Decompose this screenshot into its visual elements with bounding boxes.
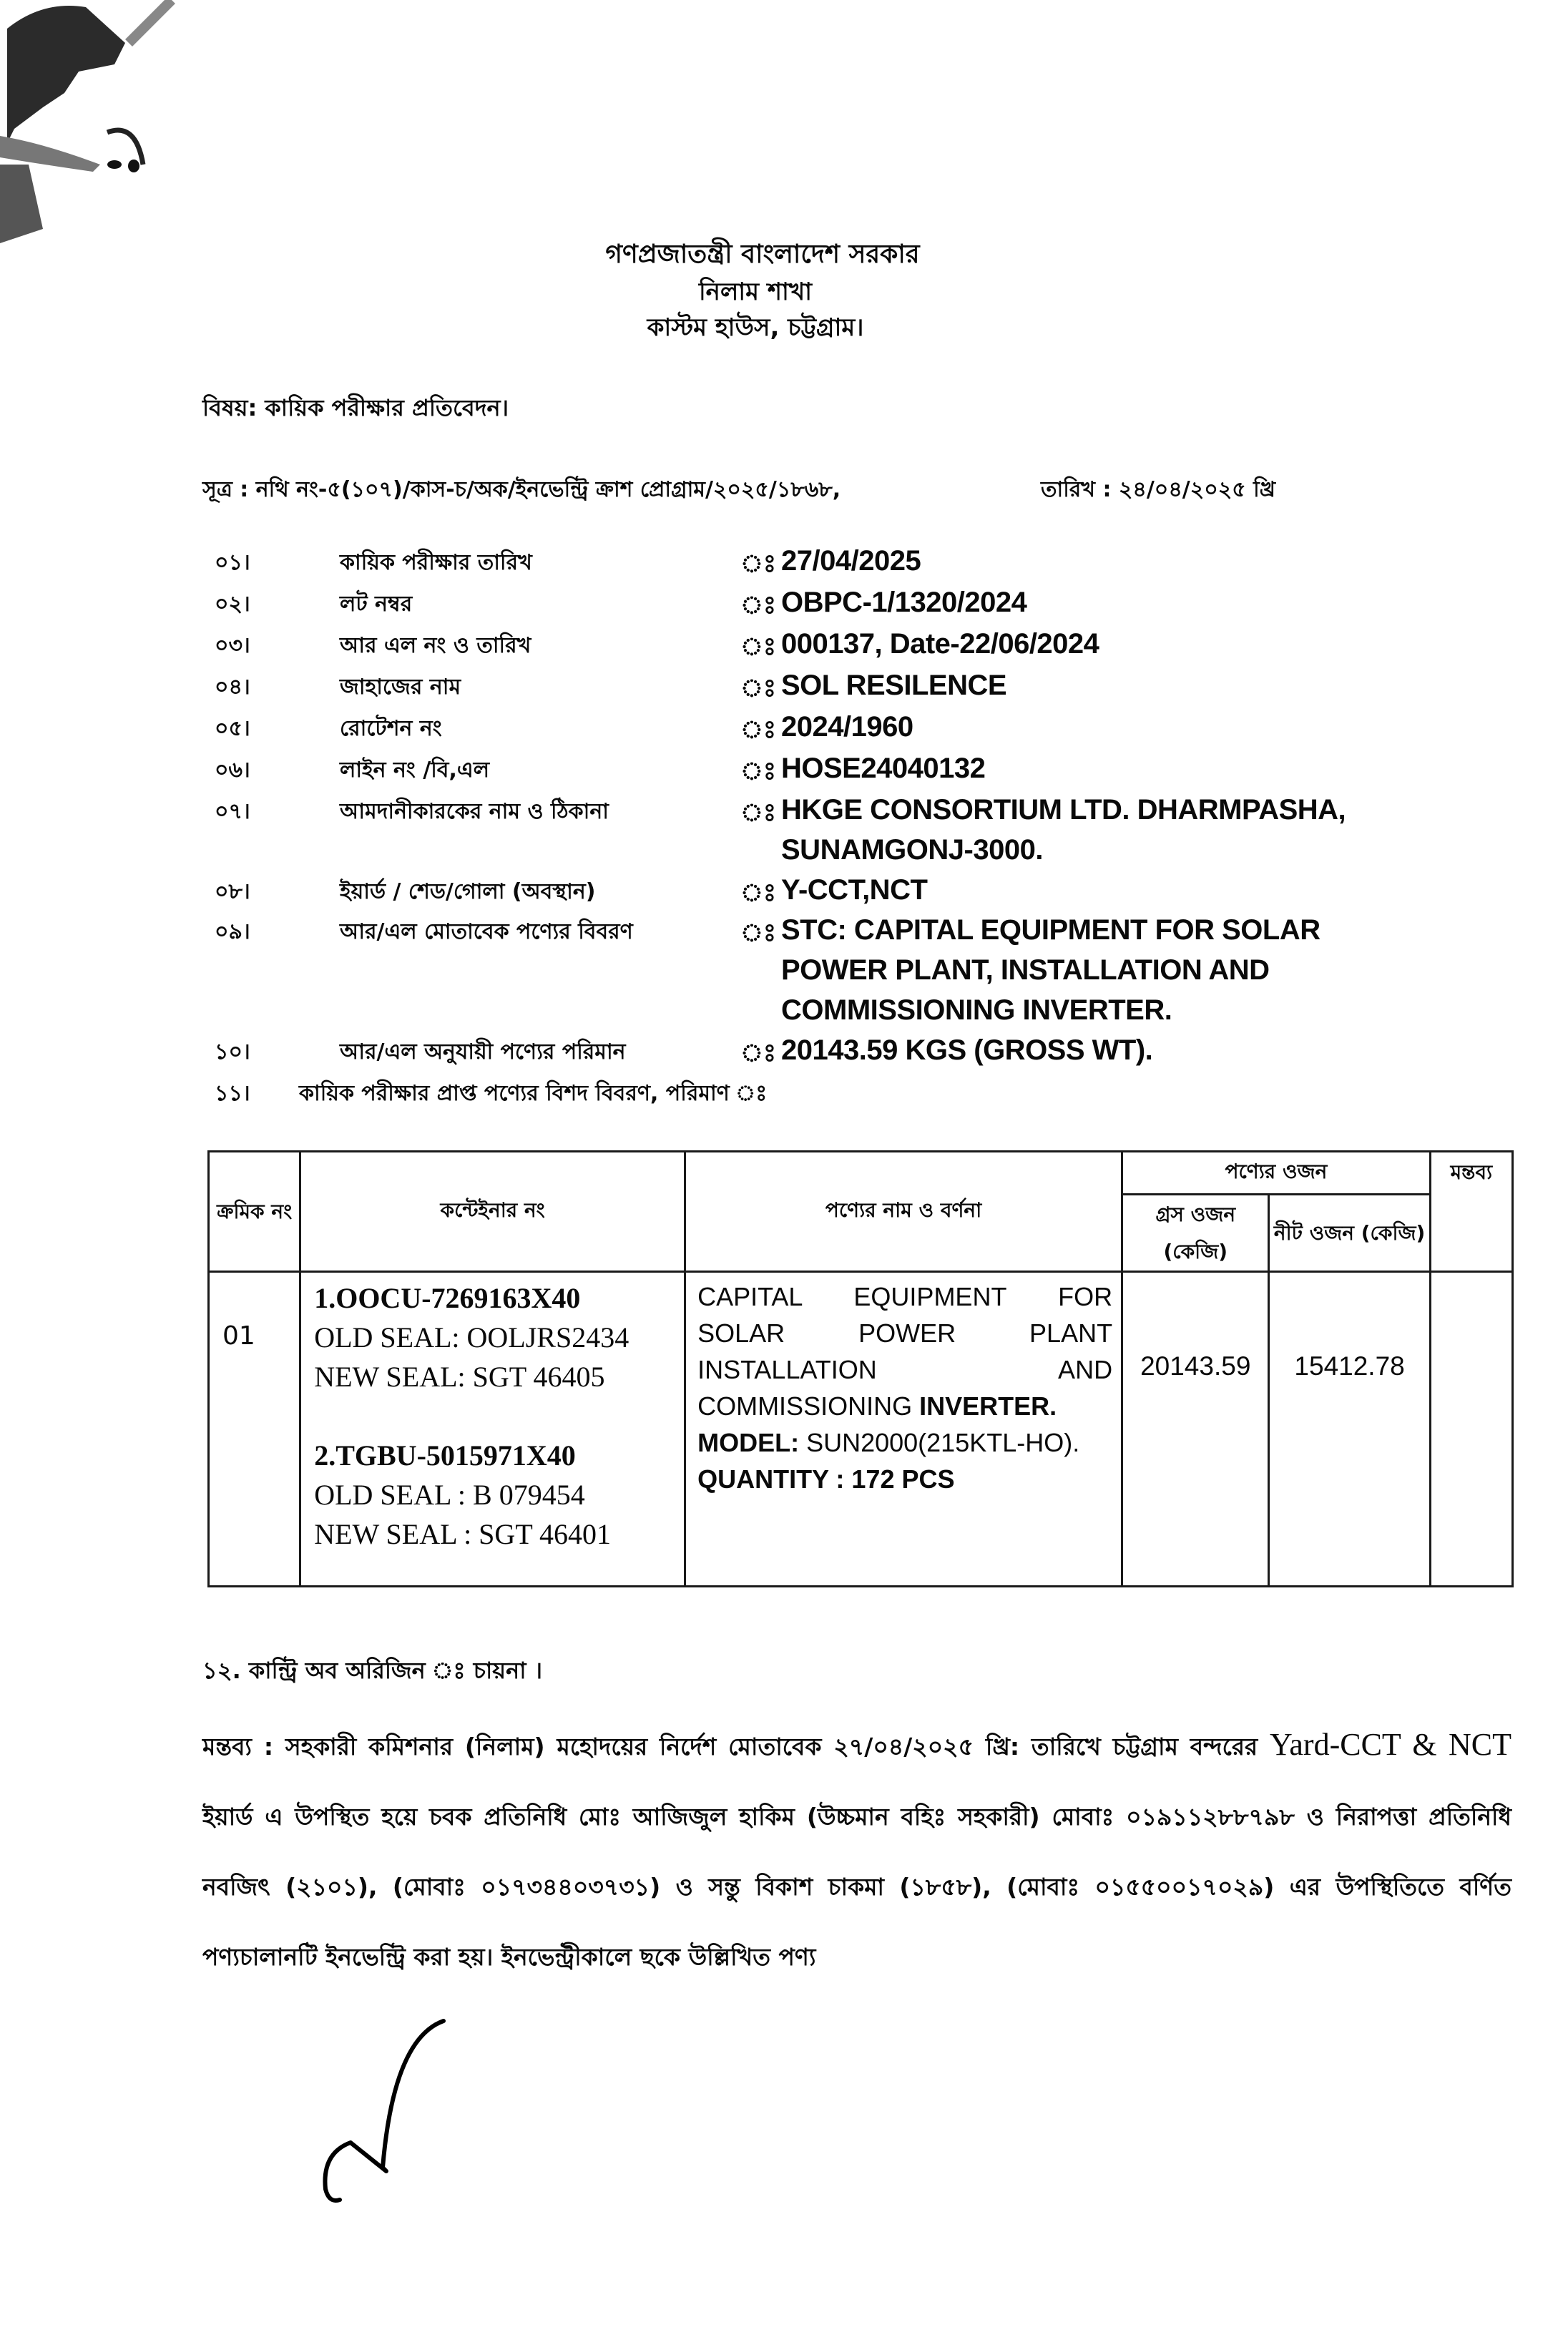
info-value [781, 1030, 1152, 1070]
remarks-yard: Yard-CCT & NCT [1270, 1727, 1511, 1762]
info-colon: ঃ [740, 1039, 776, 1067]
info-item [0, 711, 1568, 753]
info-item [0, 670, 1568, 711]
info-label: আমদানীকারকের নাম ও ঠিকানা [340, 799, 609, 824]
value-line: POWER PLANT, INSTALLATION AND [781, 954, 1270, 986]
info-value [781, 541, 921, 581]
info-number: ০৫। [215, 716, 250, 741]
info-value [781, 790, 1346, 870]
table-header-row [209, 1152, 1513, 1195]
value-line: 27/04/2025 [781, 545, 921, 577]
old-seal: OLD SEAL: OOLJRS2434 [314, 1321, 629, 1353]
info-value [781, 748, 985, 788]
value-line: HKGE CONSORTIUM LTD. DHARMPASHA, [781, 794, 1346, 826]
old-seal: OLD SEAL : B 079454 [314, 1479, 585, 1511]
remarks-text-cont: ইয়ার্ড এ উপস্থিত হয়ে চবক প্রতিনিধি মোঃ আজিজুল হাকিম (উচ্চমান বহিঃ সহকারী) মোবাঃ ০১৯১১২৮৮৭৯৮ ও নিরাপত্তা প্রতিনিধি নবজিৎ (২১০১), (মোবাঃ ০১৭৩৪৪০৩৭৩১) ও সন্তু বিকাশ চাকমা (১৮৫৮), (মোবাঃ ০১৫৫০০১৭০২৯) এর উপস্থিতিতে বর্ণিত পণ্যচালানটি ইনভেন্ট্রি করা হয়। ইনভেন্ট্রীকালে ছকে উল্লিখিত পণ্য [202, 1803, 1511, 1971]
header-goods: পণ্যের নাম ও বর্ণনা [685, 1152, 1122, 1272]
info-label: ইয়ার্ড / শেড/গোলা (অবস্থান) [340, 879, 596, 904]
info-value [781, 707, 913, 747]
value-line: SOL RESILENCE [781, 670, 1007, 701]
value-line: COMMISSIONING INVERTER. [781, 994, 1172, 1026]
info-item [0, 545, 1568, 587]
info-item [0, 914, 1568, 1026]
header-net-weight: নীট ওজন (কেজি) [1269, 1195, 1430, 1272]
header-container: কন্টেইনার নং [300, 1152, 685, 1272]
signature [308, 2010, 465, 2211]
department-name: নিলাম শাখা [698, 278, 813, 306]
info-colon: ঃ [740, 632, 776, 661]
info-label: কায়িক পরীক্ষার তারিখ [340, 550, 532, 575]
info-value [781, 582, 1026, 622]
info-item [0, 587, 1568, 628]
info-item [0, 1034, 1568, 1076]
value-line: OBPC-1/1320/2024 [781, 587, 1027, 618]
memo-date: তারিখ : ২৪/০৪/২০২৫ খ্রি [1041, 477, 1276, 502]
info-item [0, 628, 1568, 670]
goods-description: CAPITAL EQUIPMENT FOR SOLAR POWER PLANT INSTALLATION AND COMMISSIONING [697, 1282, 1113, 1421]
info-value [781, 624, 1099, 664]
info-number: ১০। [215, 1039, 250, 1064]
info-colon: ঃ [740, 798, 776, 827]
info-colon: ঃ [740, 919, 776, 947]
table-row [209, 1272, 1513, 1587]
value-line: 2024/1960 [781, 711, 913, 743]
info-item [0, 1076, 1568, 1117]
info-label: জাহাজের নাম [340, 675, 461, 700]
cell-goods-description [685, 1272, 1122, 1587]
model-value: SUN2000(215KTL-HO). [806, 1428, 1080, 1457]
remarks-text: মন্তব্য : সহকারী কমিশনার (নিলাম) মহোদয়ের নির্দেশ মোতাবেক ২৭/০৪/২০২৫ খ্রি: তারিখে চট্টগ্রাম বন্দরের [202, 1733, 1270, 1761]
info-label: রোটেশন নং [340, 716, 442, 741]
header-weight-group: পণ্যের ওজন [1122, 1152, 1431, 1195]
container-id: 1.OOCU-7269163X40 [314, 1282, 581, 1314]
info-number: ০৪। [215, 675, 250, 700]
value-line: HOSE24040132 [781, 753, 986, 784]
value-line: STC: CAPITAL EQUIPMENT FOR SOLAR [781, 914, 1320, 946]
info-number: ১১। [215, 1081, 250, 1106]
info-number: ০৩। [215, 633, 250, 658]
new-seal: NEW SEAL : SGT 46401 [314, 1518, 612, 1550]
header-gross-weight: গ্রস ওজন (কেজি) [1122, 1195, 1269, 1272]
country-of-origin: ১২. কান্ট্রি অব অরিজিন ঃ চায়না । [202, 1657, 543, 1684]
info-item [0, 794, 1568, 866]
info-value [781, 870, 927, 910]
info-item [0, 753, 1568, 794]
container-id: 2.TGBU-5015971X40 [314, 1439, 576, 1472]
info-label: কায়িক পরীক্ষার প্রাপ্ত পণ্যের বিশদ বিবরণ, পরিমাণ ঃ [299, 1081, 768, 1106]
info-colon: ঃ [740, 715, 776, 744]
model-label: MODEL: [697, 1428, 800, 1457]
cell-serial: 01 [209, 1272, 300, 1587]
info-colon: ঃ [740, 757, 776, 785]
cell-net-weight: 15412.78 [1269, 1272, 1430, 1587]
header-remarks: মন্তব্য [1430, 1152, 1512, 1272]
cell-containers [300, 1272, 685, 1587]
value-line: Y-CCT,NCT [781, 874, 928, 906]
info-number: ০৭। [215, 799, 250, 824]
info-number: ০৮। [215, 879, 250, 904]
info-number: ০১। [215, 550, 250, 575]
scan-artifact [0, 0, 186, 243]
value-line: 000137, Date-22/06/2024 [781, 628, 1099, 660]
info-number: ০২। [215, 592, 250, 617]
info-colon: ঃ [740, 674, 776, 703]
new-seal: NEW SEAL: SGT 46405 [314, 1361, 605, 1393]
info-value [781, 665, 1006, 705]
info-label: লট নম্বর [340, 592, 413, 617]
quantity: QUANTITY : 172 PCS [697, 1464, 955, 1494]
office-address: কাস্টম হাউস, চট্টগ্রাম। [647, 313, 864, 342]
info-colon: ঃ [740, 878, 776, 907]
value-line: SUNAMGONJ-3000. [781, 834, 1043, 866]
goods-table [207, 1150, 1514, 1587]
info-label: আর/এল অনুযায়ী পণ্যের পরিমান [340, 1039, 626, 1064]
info-colon: ঃ [740, 549, 776, 578]
value-line: 20143.59 KGS (GROSS WT). [781, 1034, 1153, 1066]
subject-line: বিষয়: কায়িক পরীক্ষার প্রতিবেদন। [202, 394, 509, 421]
cell-gross-weight: 20143.59 [1122, 1272, 1269, 1587]
info-label: আর/এল মোতাবেক পণ্যের বিবরণ [340, 919, 633, 944]
info-number: ০৬। [215, 758, 250, 783]
info-number: ০৯। [215, 919, 250, 944]
remarks-paragraph [202, 1710, 1511, 1992]
cell-remarks [1430, 1272, 1512, 1587]
info-label: লাইন নং /বি,এল [340, 758, 490, 783]
info-colon: ঃ [740, 591, 776, 620]
goods-description-bold: INVERTER. [919, 1391, 1057, 1421]
government-title: গণপ্রজাতন্ত্রী বাংলাদেশ সরকার [605, 240, 920, 269]
header-serial: ক্রমিক নং [209, 1152, 300, 1272]
info-label: আর এল নং ও তারিখ [340, 633, 531, 658]
info-value [781, 910, 1320, 1030]
memo-reference: সূত্র : নথি নং-৫(১০৭)/কাস-চ/অক/ইনভেন্ট্রি ক্রাশ প্রোগ্রাম/২০২৫/১৮৬৮, [202, 477, 841, 502]
